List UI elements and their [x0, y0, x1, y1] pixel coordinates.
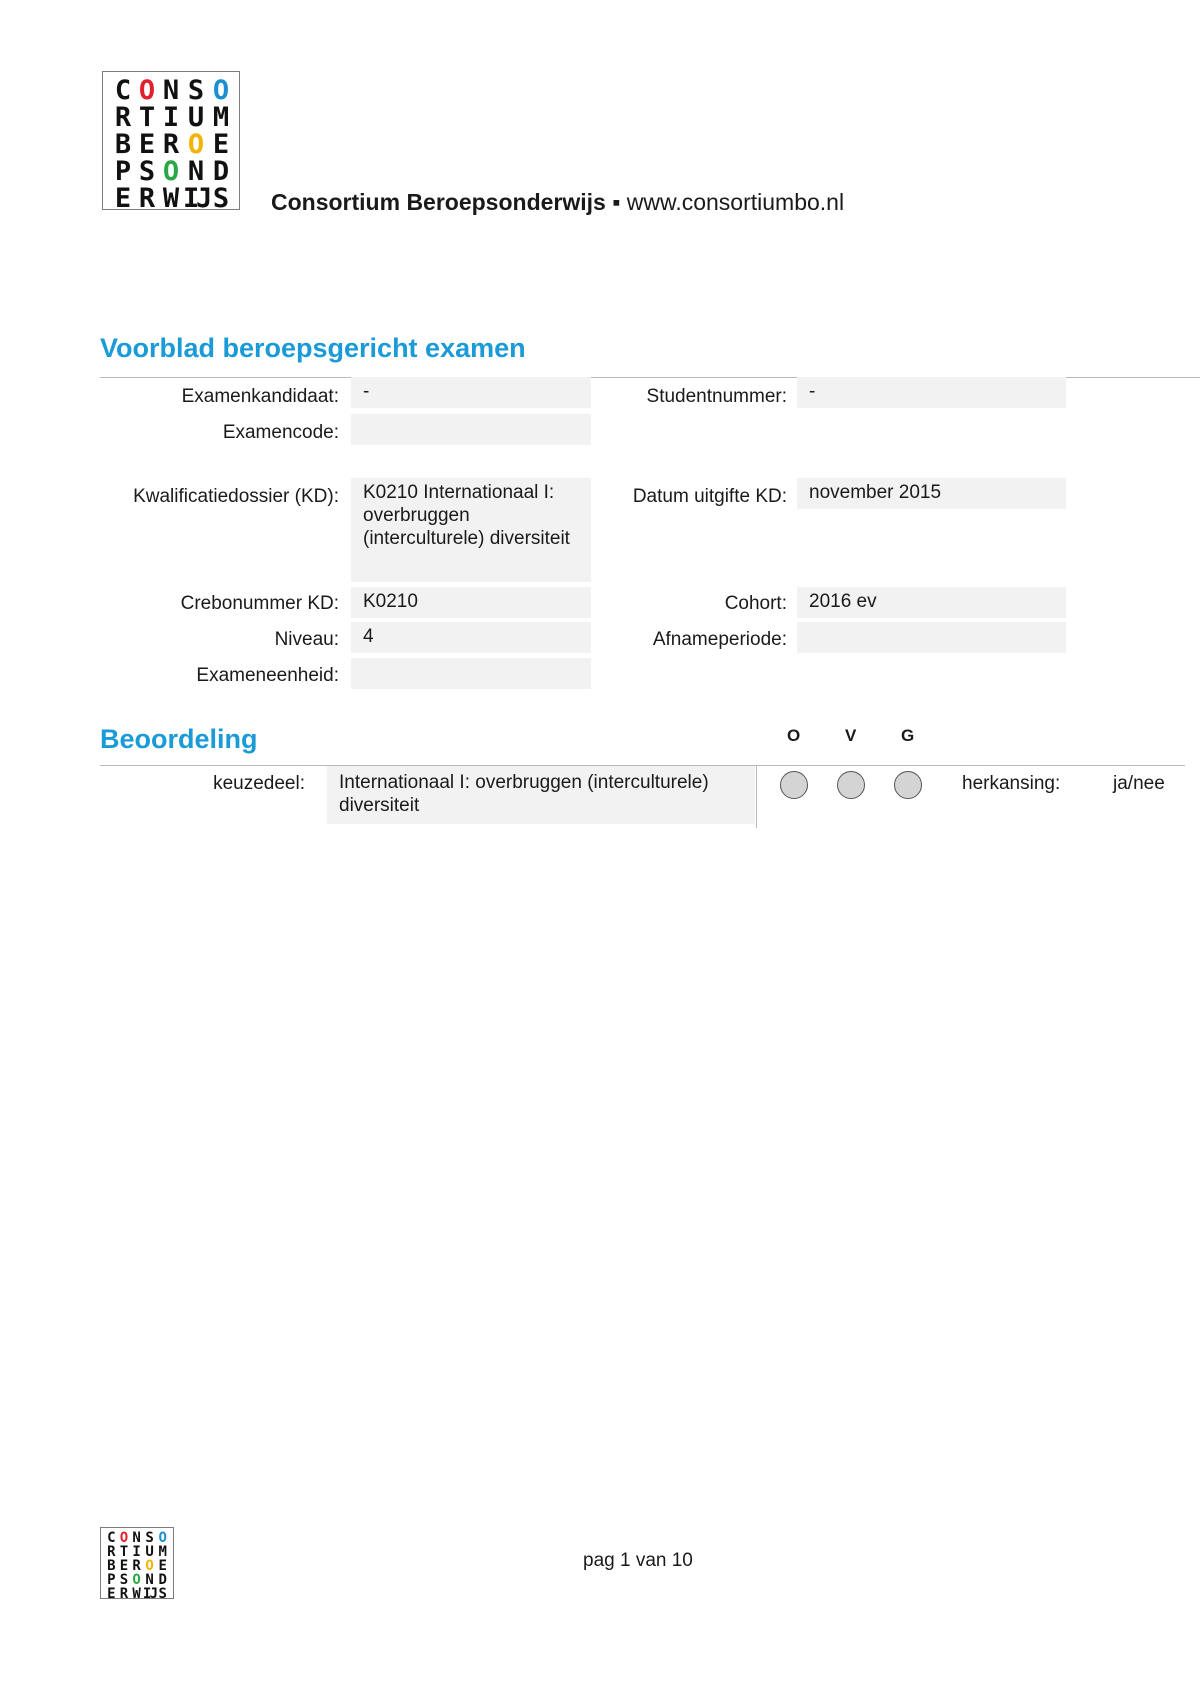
- logo-letter: E: [119, 1558, 129, 1574]
- datum-uitgifte-kd-field[interactable]: november 2015: [797, 478, 1066, 509]
- logo-letter: E: [107, 1586, 116, 1602]
- cohort-field[interactable]: 2016 ev: [797, 587, 1066, 618]
- logo-letter: I: [162, 102, 180, 133]
- logo-letter: R: [162, 129, 180, 160]
- kwalificatiedossier-label: Kwalificatiedossier (KD):: [133, 486, 339, 507]
- afnameperiode-field[interactable]: [797, 622, 1066, 653]
- logo-letter: U: [145, 1544, 154, 1560]
- examencode-field[interactable]: [351, 414, 591, 445]
- logo-letter: S: [187, 75, 205, 106]
- logo-letter: O: [138, 75, 156, 106]
- logo-letter: B: [114, 129, 132, 160]
- exameneenheid-field[interactable]: [351, 658, 591, 689]
- niveau-label: Niveau:: [274, 629, 339, 650]
- logo-letter: R: [119, 1586, 129, 1602]
- logo-letter: M: [158, 1544, 167, 1560]
- logo-letter: D: [158, 1572, 167, 1588]
- logo-letter: O: [162, 156, 180, 187]
- logo-letter: T: [138, 102, 156, 133]
- logo-letter: N: [187, 156, 205, 187]
- logo-letter: S: [158, 1586, 167, 1602]
- radio-goed[interactable]: [894, 771, 922, 799]
- voorblad-title: Voorblad beroepsgericht examen: [100, 333, 526, 363]
- logo-letter: P: [114, 156, 132, 187]
- logo-letter: E: [158, 1558, 167, 1574]
- logo-letter: O: [145, 1558, 154, 1574]
- logo-letter: IJ: [142, 1586, 157, 1602]
- logo-letter: W: [132, 1586, 141, 1602]
- logo-letter: S: [119, 1572, 129, 1588]
- header-organization-line: [271, 189, 844, 216]
- logo-letter: O: [212, 75, 230, 106]
- column-header-o: O: [787, 726, 801, 745]
- footer-logo: [100, 1527, 174, 1602]
- studentnummer-label: Studentnummer:: [646, 386, 787, 407]
- radio-voldoende[interactable]: [837, 771, 865, 799]
- separator-square: ▪: [612, 189, 621, 215]
- herkansing-value[interactable]: ja/nee: [1113, 773, 1165, 794]
- logo-letter: IJ: [182, 183, 209, 214]
- logo-letter: M: [212, 102, 230, 133]
- logo-letter: R: [107, 1544, 116, 1560]
- logo-letter: E: [212, 129, 230, 160]
- crebonummer-kd-label: Crebonummer KD:: [180, 593, 339, 614]
- logo-letter: R: [114, 102, 132, 133]
- examencode-label: Examencode:: [222, 422, 339, 443]
- logo-letter: B: [107, 1558, 116, 1574]
- niveau-field[interactable]: 4: [351, 622, 591, 653]
- logo-letter: D: [212, 156, 230, 187]
- logo-letter: I: [132, 1544, 141, 1560]
- column-header-v: V: [845, 726, 857, 745]
- logo-letter: S: [138, 156, 156, 187]
- crebonummer-kd-field[interactable]: K0210: [351, 587, 591, 618]
- keuzedeel-field[interactable]: Internationaal I: overbruggen (interculturele) diversiteit: [327, 766, 755, 824]
- kwalificatiedossier-field[interactable]: K0210 Internationaal I: overbruggen (interculturele) diversiteit: [351, 478, 591, 582]
- consortium-logo: [102, 71, 240, 214]
- logo-letter-grid: [111, 75, 233, 214]
- logo-letter: P: [107, 1572, 116, 1588]
- page-number: pag 1 van 10: [583, 1550, 693, 1571]
- footer-logo-letter-grid: [105, 1530, 169, 1602]
- logo-letter: U: [187, 102, 205, 133]
- logo-letter: C: [107, 1530, 116, 1546]
- exameneenheid-label: Exameneenheid:: [196, 665, 339, 686]
- keuzedeel-label: keuzedeel:: [213, 773, 305, 794]
- cohort-label: Cohort:: [724, 593, 787, 614]
- beoordeling-title: Beoordeling: [100, 724, 258, 754]
- logo-letter: S: [145, 1530, 154, 1546]
- datum-uitgifte-kd-label: Datum uitgifte KD:: [632, 486, 787, 507]
- logo-letter: N: [162, 75, 180, 106]
- examenkandidaat-label: Examenkandidaat:: [181, 386, 339, 407]
- logo-letter: O: [119, 1530, 129, 1546]
- logo-letter: E: [114, 183, 132, 214]
- column-header-g: G: [901, 726, 915, 745]
- logo-letter: T: [119, 1544, 129, 1560]
- radio-onvoldoende[interactable]: [780, 771, 808, 799]
- logo-letter: O: [187, 129, 205, 160]
- studentnummer-field[interactable]: -: [797, 377, 1066, 408]
- logo-letter: C: [114, 75, 132, 106]
- logo-letter: O: [132, 1572, 141, 1588]
- logo-letter: E: [138, 129, 156, 160]
- beoordeling-column-divider: [756, 765, 757, 828]
- logo-letter: R: [132, 1558, 141, 1574]
- organization-name: Consortium Beroepsonderwijs: [271, 189, 606, 215]
- logo-letter: N: [145, 1572, 154, 1588]
- logo-letter: N: [132, 1530, 141, 1546]
- logo-letter: R: [138, 183, 156, 214]
- examenkandidaat-field[interactable]: -: [351, 377, 591, 408]
- website-link[interactable]: www.consortiumbo.nl: [626, 189, 845, 215]
- herkansing-label: herkansing:: [962, 773, 1061, 794]
- logo-letter: W: [162, 183, 180, 214]
- logo-letter: O: [158, 1530, 167, 1546]
- logo-letter: S: [212, 183, 230, 214]
- afnameperiode-label: Afnameperiode:: [652, 629, 787, 650]
